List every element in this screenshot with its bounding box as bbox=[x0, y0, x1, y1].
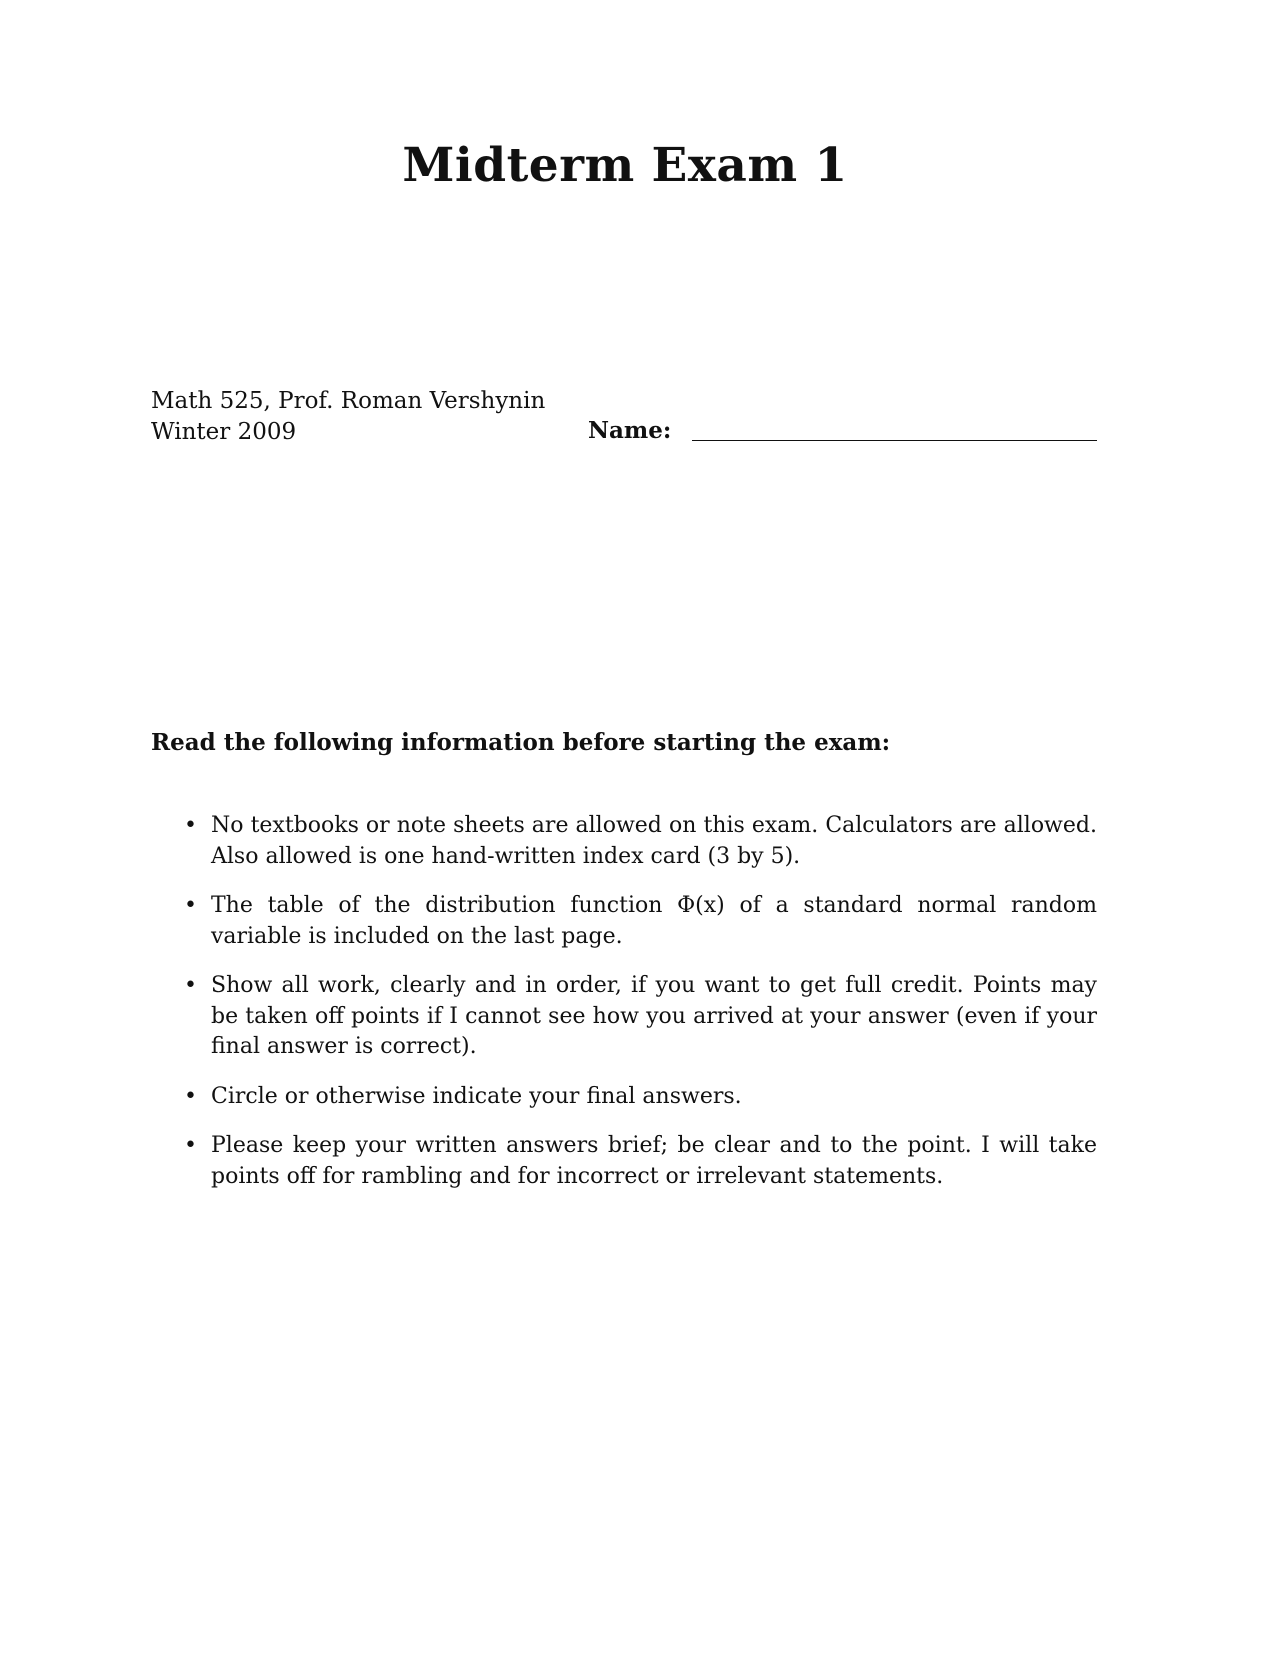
bullet-icon: • bbox=[184, 1133, 197, 1158]
list-item bbox=[151, 891, 1097, 952]
course-and-professor: Math 525, Prof. Roman Vershynin bbox=[151, 388, 546, 414]
list-item bbox=[151, 1082, 1097, 1113]
bullet-icon: • bbox=[184, 893, 197, 918]
bullet-icon: • bbox=[184, 813, 197, 838]
name-blank-line[interactable] bbox=[692, 440, 1097, 441]
instruction-text: The table of the distribution function Φ(x) of a standard normal random variable is included on the last page. bbox=[211, 893, 1097, 949]
list-item bbox=[151, 971, 1097, 1063]
bullet-icon: • bbox=[184, 973, 197, 998]
name-label: Name: bbox=[588, 417, 672, 444]
instruction-text: No textbooks or note sheets are allowed on this exam. Calculators are allowed. Also allowed is one hand-written index card (3 by 5). bbox=[211, 813, 1097, 869]
term: Winter 2009 bbox=[151, 419, 297, 445]
course-info bbox=[151, 386, 545, 448]
instruction-text: Circle or otherwise indicate your final answers. bbox=[211, 1083, 742, 1109]
list-item bbox=[151, 811, 1097, 872]
instruction-text: Please keep your written answers brief; be clear and to the point. I will take points off for rambling and for incorrect or irrelevant statements. bbox=[211, 1133, 1097, 1189]
instructions-heading: Read the following information before starting the exam: bbox=[151, 729, 891, 756]
instruction-text: Show all work, clearly and in order, if you want to get full credit. Points may be taken off points if I cannot see how you arrived at your answer (even if your final answer is correct). bbox=[211, 973, 1097, 1059]
instructions-list bbox=[151, 811, 1097, 1211]
page-title: Midterm Exam 1 bbox=[402, 138, 848, 193]
list-item bbox=[151, 1131, 1097, 1192]
bullet-icon: • bbox=[184, 1083, 197, 1109]
